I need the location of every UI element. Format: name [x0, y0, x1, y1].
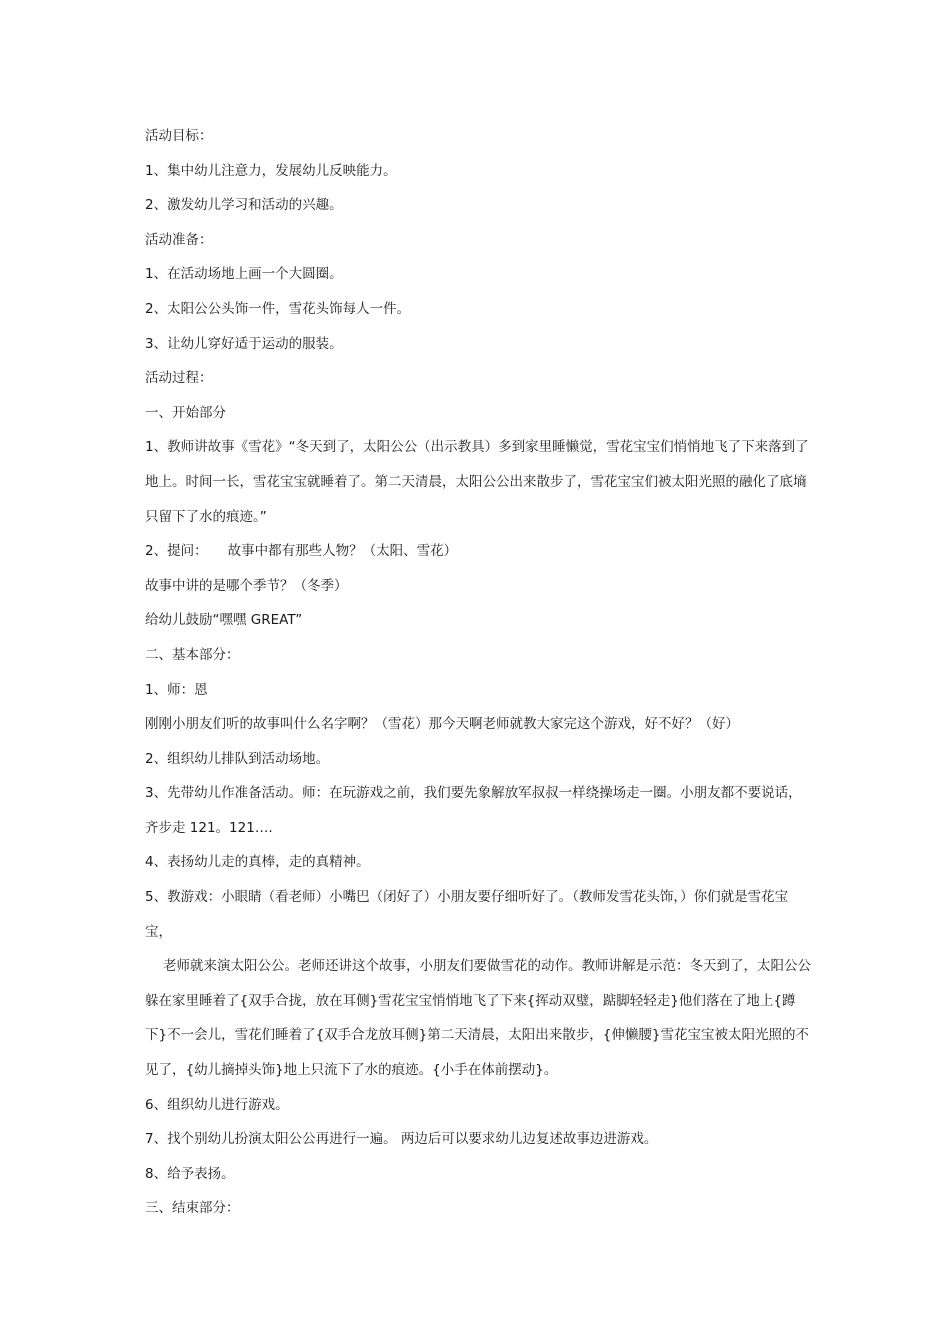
preparation-item-2: 2、太阳公公头饰一件，雪花头饰每人一件。 [145, 300, 411, 317]
question-label: 2、提问： [145, 543, 208, 560]
subsection-heading-start: 一、开始部分 [145, 404, 226, 421]
section-heading-preparation: 活动准备： [145, 231, 213, 248]
basic-step-2: 2、组织幼儿排队到活动场地。 [145, 750, 330, 767]
basic-step-7: 7、找个别幼儿扮演太阳公公再进行一遍。 两边后可以要求幼儿边复述故事边进游戏。 [145, 1131, 658, 1148]
basic-step-5-continued [145, 949, 815, 1087]
preparation-item-1: 1、在活动场地上画一个大圆圈。 [145, 266, 343, 283]
section-heading-process: 活动过程： [145, 370, 213, 387]
question-text: 故事中都有那些人物？（太阳、雪花） [227, 543, 458, 560]
subsection-heading-basic: 二、基本部分： [145, 646, 240, 663]
basic-step-4: 4、表扬幼儿走的真棒，走的真精神。 [145, 854, 370, 871]
encouragement-line: 给幼儿鼓励“嘿嘿 GREAT” [145, 612, 303, 629]
basic-step-6: 6、组织幼儿进行游戏。 [145, 1096, 289, 1113]
basic-step-3: 3、先带幼儿作准备活动。师：在玩游戏之前，我们要先象解放军叔叔一样绕操场走一圈。小朋友都不要说话，齐步走 121。121…. [145, 785, 802, 836]
basic-step-8: 8、给予表扬。 [145, 1165, 235, 1182]
subsection-heading-end: 三、结束部分： [145, 1200, 240, 1217]
teacher-speech: 刚刚小朋友们听的故事叫什么名字啊？（雪花）那今天啊老师就教大家完这个游戏，好不好？（好） [145, 716, 739, 733]
goal-item-2: 2、激发幼儿学习和活动的兴趣。 [145, 197, 343, 214]
basic-step-1 [145, 673, 815, 742]
teacher-prefix: 1、师：恩 [145, 681, 208, 698]
goal-item-1: 1、集中幼儿注意力，发展幼儿反映能力。 [145, 162, 397, 179]
preparation-item-3: 3、让幼儿穿好适于运动的服装。 [145, 335, 343, 352]
game-explanation: 老师就来演太阳公公。老师还讲这个故事，小朋友们要做雪花的动作。教师讲解是示范：冬天到了，太阳公公躲在家里睡着了{双手合拢，放在耳侧}雪花宝宝悄悄地飞了下来{挥动双璧，踮脚轻轻走}他们落在了地上{蹲下}不一会儿，雪花们睡着了{双手合龙放耳侧}第二天清晨，太阳出来散步，{伸懒腰}雪花宝宝被太阳光照的不见了，{幼儿摘掉头饰}地上只流下了水的痕迹。{小手在体前摆动}。 [145, 958, 811, 1079]
basic-step-5: 5、教游戏：小眼睛（看老师）小嘴巴（闭好了）小朋友要仔细听好了。（教师发雪花头饰，）你们就是雪花宝宝， [145, 889, 789, 940]
question-season: 故事中讲的是哪个季节？（冬季） [145, 577, 348, 594]
start-step-1-story: 1、教师讲故事《雪花》“冬天到了，太阳公公（出示教具）多到家里睡懒觉，雪花宝宝们悄悄地飞了下来落到了地上。时间一长，雪花宝宝就睡着了。第二天清晨，太阳公公出来散步了，雪花宝宝们被太阳光照的融化了底墒只留下了水的痕迹。” [145, 439, 809, 525]
section-heading-goals: 活动目标： [145, 128, 213, 144]
start-step-2-question [145, 534, 815, 569]
document-body [145, 119, 815, 1226]
